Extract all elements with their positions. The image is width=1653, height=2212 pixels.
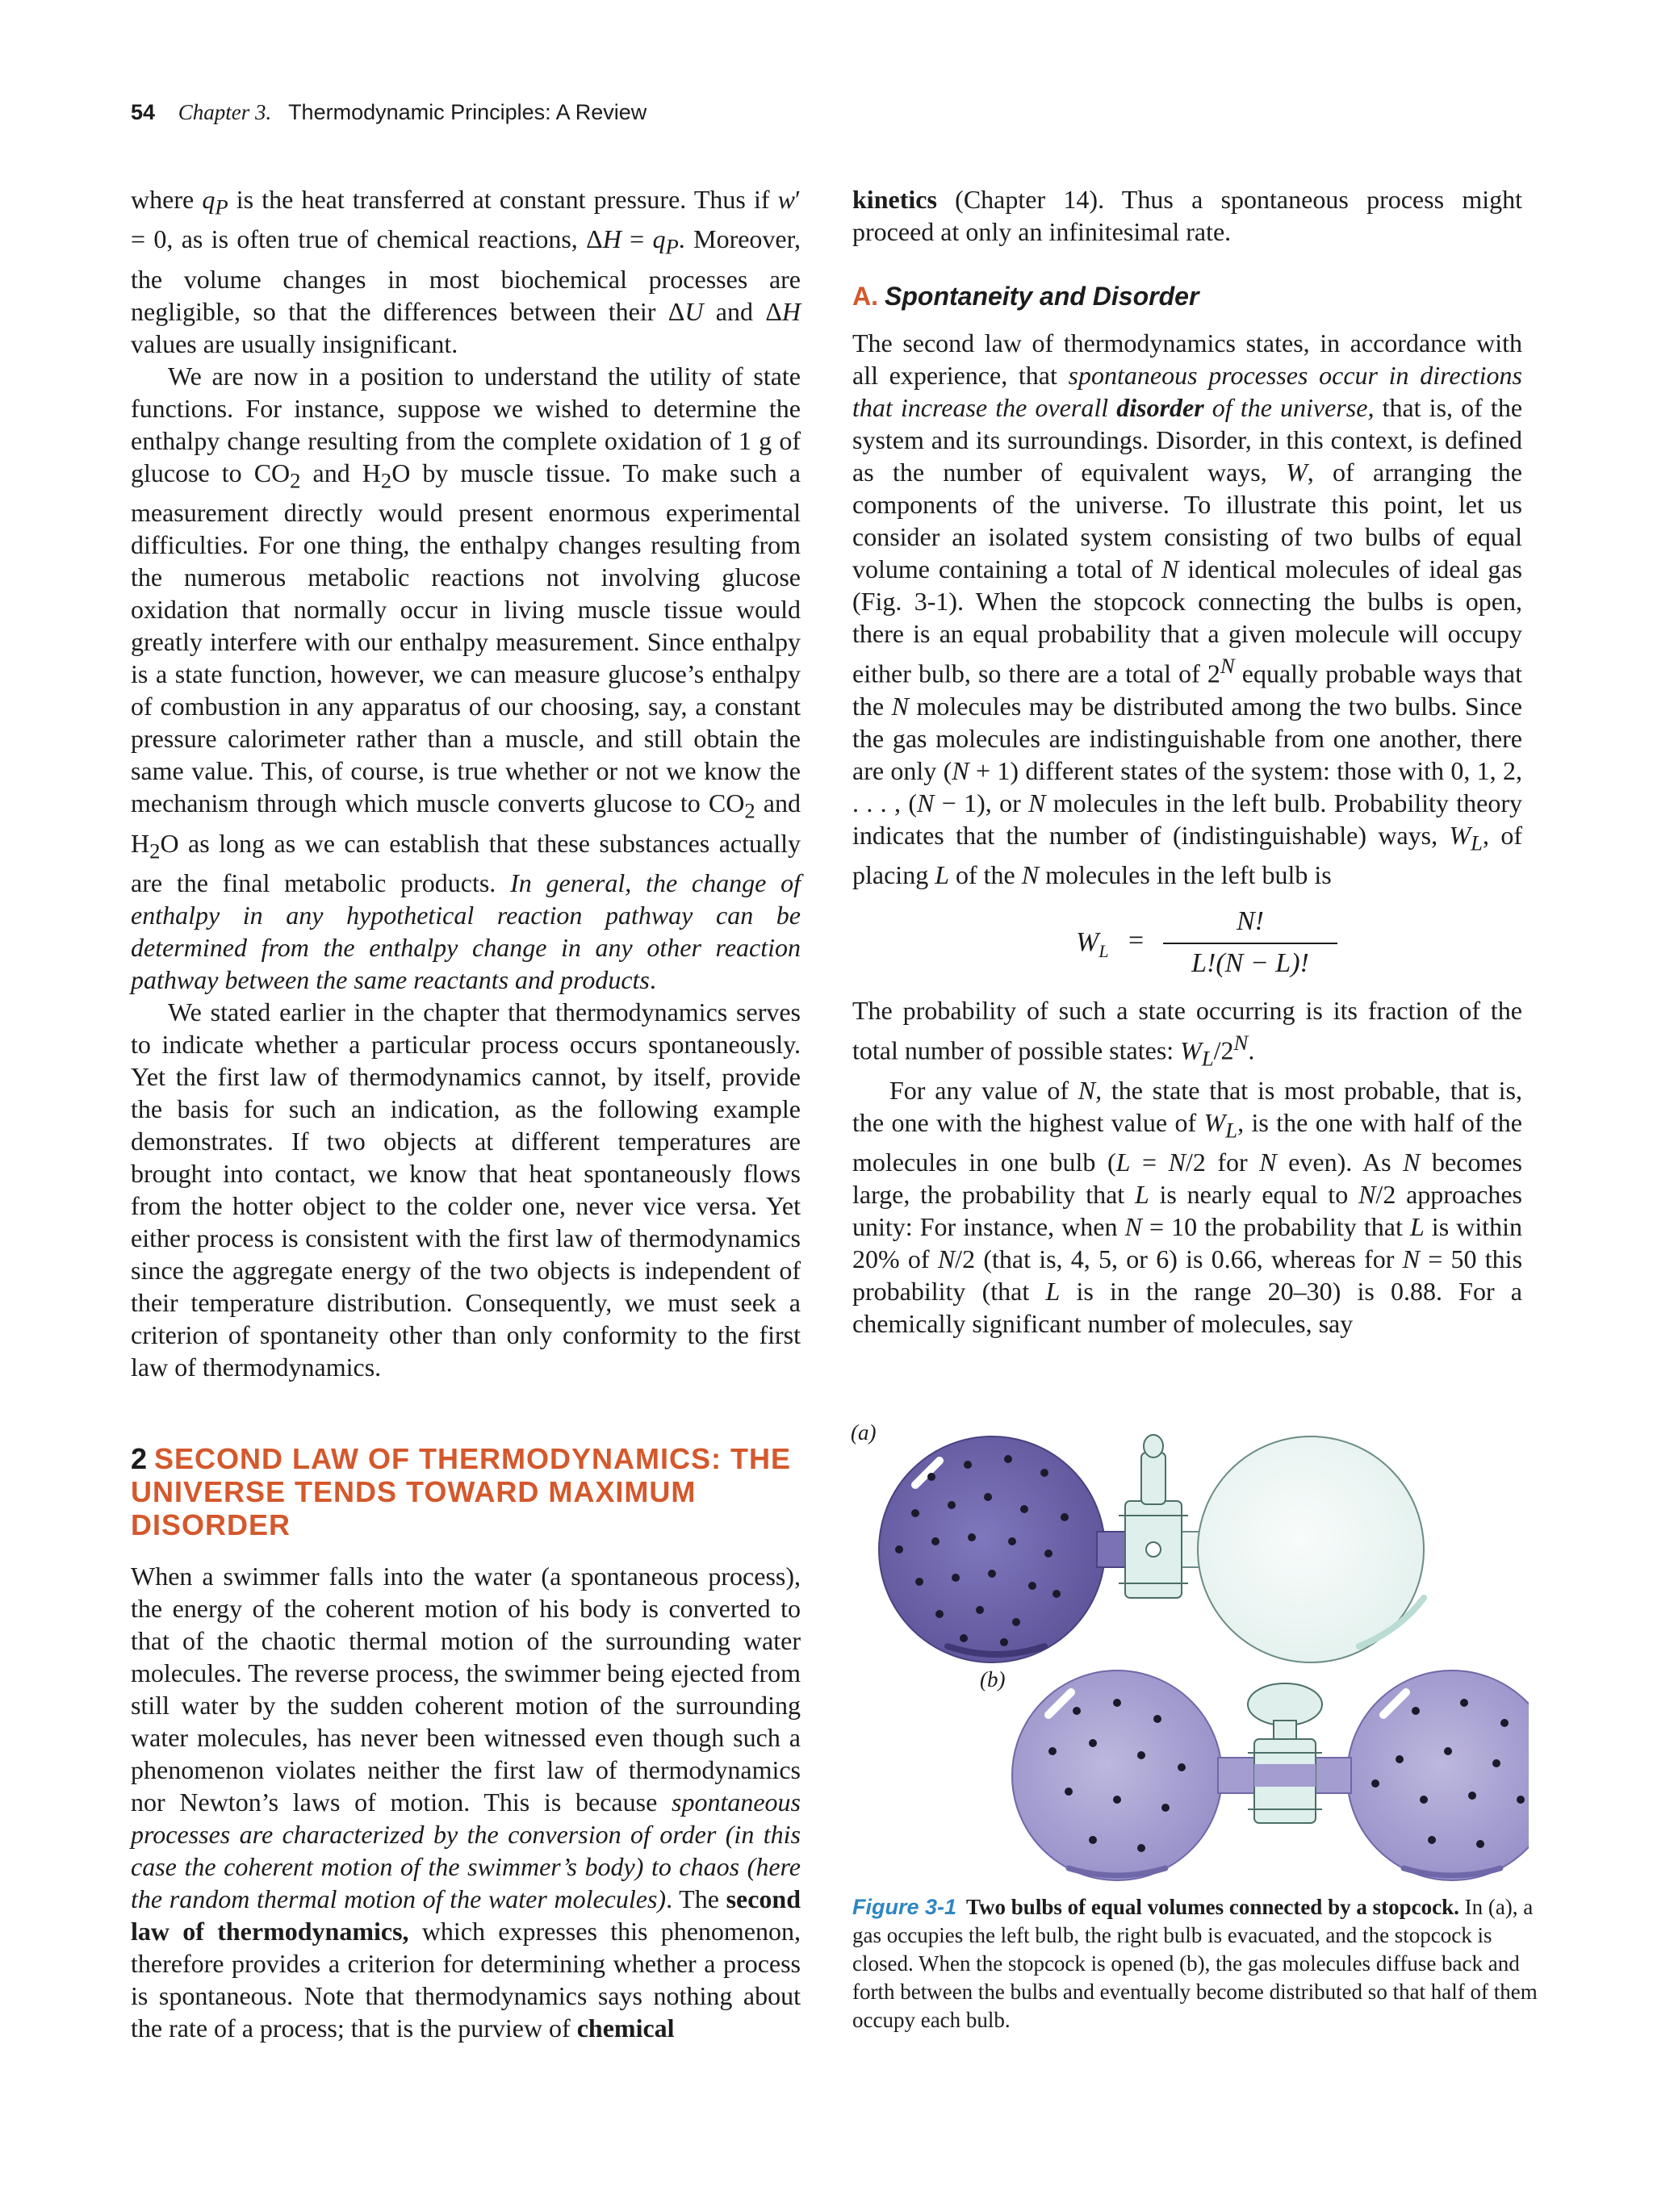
figure-label-b: (b) bbox=[980, 1667, 1006, 1691]
bulb-a-left bbox=[879, 1436, 1105, 1662]
subsection-title: Spontaneity and Disorder bbox=[885, 282, 1199, 311]
paragraph: For any value of N, the state that is most probable, that is, the one with the highest value of $W_L$, is the one with half of the molecules in one bulb (L = N/2 for N even). As N becomes large, the probability that L is nearly equal to N/2 approaches unity: For instance, when N = 10 the probability that L is within 20% of N/2 (that is, 4, 5, or 6) is 0.66, whereas for N = 50 this probability (that L is in the range 20–30) is 0.88. For a chemically significant number of molecules, say bbox=[852, 1076, 1523, 1339]
caption-title: Two bulbs of equal volumes connected by a stopcock. bbox=[966, 1895, 1459, 1919]
paragraph: We stated earlier in the chapter that thermodynamics serves to indicate whether a particular process occurs spontaneously. Yet the first law of thermodynamics cannot, by itself, provide the basis for such an indication, as the following example demonstrates. If two objects at different temperatures are brought into contact, we know that heat spontaneously flows from the hotter object to the colder one, never vice versa. Yet either process is consistent with the first law of thermodynamics since the aggregate energy of the two objects is independent of their temperature distribution. Consequently, we must seek a criterion of spontaneity other than only conformity to the first law of thermodynamics. bbox=[131, 997, 801, 1382]
chapter-label: Chapter 3. bbox=[178, 100, 272, 124]
paragraph: kinetics (Chapter 14). Thus a spontaneous process might proceed at only an infinitesimal rate. bbox=[852, 185, 1522, 246]
equation-equals: = bbox=[1128, 926, 1145, 956]
equation-numerator: N! bbox=[1237, 906, 1264, 937]
chapter-title: Thermodynamic Principles: A Review bbox=[288, 100, 647, 124]
paragraph: The second law of thermodynamics states, in accordance with all experience, that spontaneous processes occur in directions that increase the overall disorder of the universe, that is, of the system and its surroundings. Disorder, in this context, is defined as the number of equivalent ways, W, of arranging the components of the universe. To illustrate this point, let us consider an isolated system consisting of two bulbs of equal volume containing a total of N identical molecules of ideal gas (Fig. 3-1). When the stopcock connecting the bulbs is open, there is an equal probability that a given molecule will occupy either bulb, so there are a total of $2^N$ equally probable ways that the N molecules may be distributed among the two bulbs. Since the gas molecules are indistinguishable from one another, there are only (N + 1) different states of the system: those with 0, 1, 2, . . . , (N − 1), or N molecules in the left bulb. Probability theory indicates that the number of (indistinguishable) ways, $W_L$, of placing L of the N molecules in the left bulb is bbox=[852, 328, 1523, 890]
page-number: 54 bbox=[131, 100, 156, 124]
equation bbox=[852, 905, 1522, 978]
equation-denominator: L!(N − L)! bbox=[1191, 948, 1309, 979]
paragraph: We are now in a position to understand the utility of state functions. For instance, suppose we wished to determine the enthalpy change resulting from the complete oxidation of 1 g of glucose to $CO_2$ and $H_2O$ by muscle tissue. To make such a measurement directly would present enormous experimental difficulties. For one thing, the enthalpy changes resulting from the numerous metabolic reactions not involving glucose oxidation that normally occur in living muscle tissue would greatly interfere with our enthalpy measurement. Since enthalpy is a state function, however, we can measure glucose’s enthalpy of combustion in any apparatus of our choosing, say, a constant pressure calorimeter rather than a muscle, and still obtain the same value. This, of course, is true whether or not we know the mechanism through which muscle converts glucose to $CO_2$ and $H_2O$ as long as we can establish that these substances actually are the final metabolic products. In general, the change of enthalpy in any hypothetical reaction pathway can be determined from the enthalpy change in any other reaction pathway between the same reactants and products. bbox=[131, 361, 801, 994]
figure-label-a: (a) bbox=[851, 1420, 877, 1445]
bulb-b-right bbox=[1347, 1670, 1529, 1880]
section-title: SECOND LAW OF THERMODYNAMICS: THE UNIVERSE TENDS TOWARD MAXIMUM DISORDER bbox=[131, 1442, 792, 1541]
left-column-top bbox=[131, 183, 801, 1383]
bulbs-illustration bbox=[851, 1420, 1529, 1888]
running-head bbox=[131, 100, 647, 125]
equation-fraction bbox=[1163, 905, 1337, 980]
subsection-heading bbox=[852, 280, 1522, 312]
caption-figure-id: Figure 3-1 bbox=[852, 1895, 957, 1919]
figure-caption bbox=[852, 1893, 1546, 2034]
bulb-a-right-empty bbox=[1198, 1436, 1424, 1662]
paragraph: where $q_P$ is the heat transferred at constant pressure. Thus if w′ = 0, as is often true of chemical reactions, $\Delta H = q_P$. Moreover, the volume changes in most biochemical processes are negligible, so that the differences between their ΔU and ΔH values are usually insignificant. bbox=[131, 185, 801, 358]
section-number: 2 bbox=[131, 1442, 149, 1475]
subsection-letter: A. bbox=[852, 282, 878, 311]
paragraph: When a swimmer falls into the water (a spontaneous process), the energy of the coherent motion of his body is converted to that of the chaotic thermal motion of the surrounding water molecules. The reverse process, the swimmer being ejected from still water by the sudden coherent motion of the surrounding water molecules, has never been witnessed even though such a phenomenon violates neither the first law of thermodynamics nor Newton’s laws of motion. This is because spontaneous processes are characterized by the conversion of order (in this case the coherent motion of the swimmer’s body) to chaos (here the random thermal motion of the water molecules). The second law of thermodynamics, which expresses this phenomenon, therefore provides a criterion for determining whether a process is spontaneous. Note that thermodynamics says nothing about the rate of a process; that is the purview of chemical bbox=[131, 1562, 801, 2043]
left-column-bottom bbox=[131, 1560, 801, 2044]
fraction-bar bbox=[1163, 943, 1337, 944]
stopcock-a-closed bbox=[1119, 1435, 1188, 1598]
equation-lhs: $W_L$ bbox=[1076, 927, 1109, 961]
right-column bbox=[852, 183, 1522, 1340]
paragraph: The probability of such a state occurring is its fraction of the total number of possible states: $W_L/2^N$. bbox=[852, 996, 1522, 1071]
caption-body: In (a), a gas occupies the left bulb, the right bulb is evacuated, and the stopcock is closed. When the stopcock is opened (b), the gas molecules diffuse back and forth between the bulbs and eventually become distributed so that half of them occupy each bulb. bbox=[852, 1895, 1538, 2032]
section-heading bbox=[131, 1442, 825, 1541]
stopcock-b-open bbox=[1248, 1683, 1322, 1823]
